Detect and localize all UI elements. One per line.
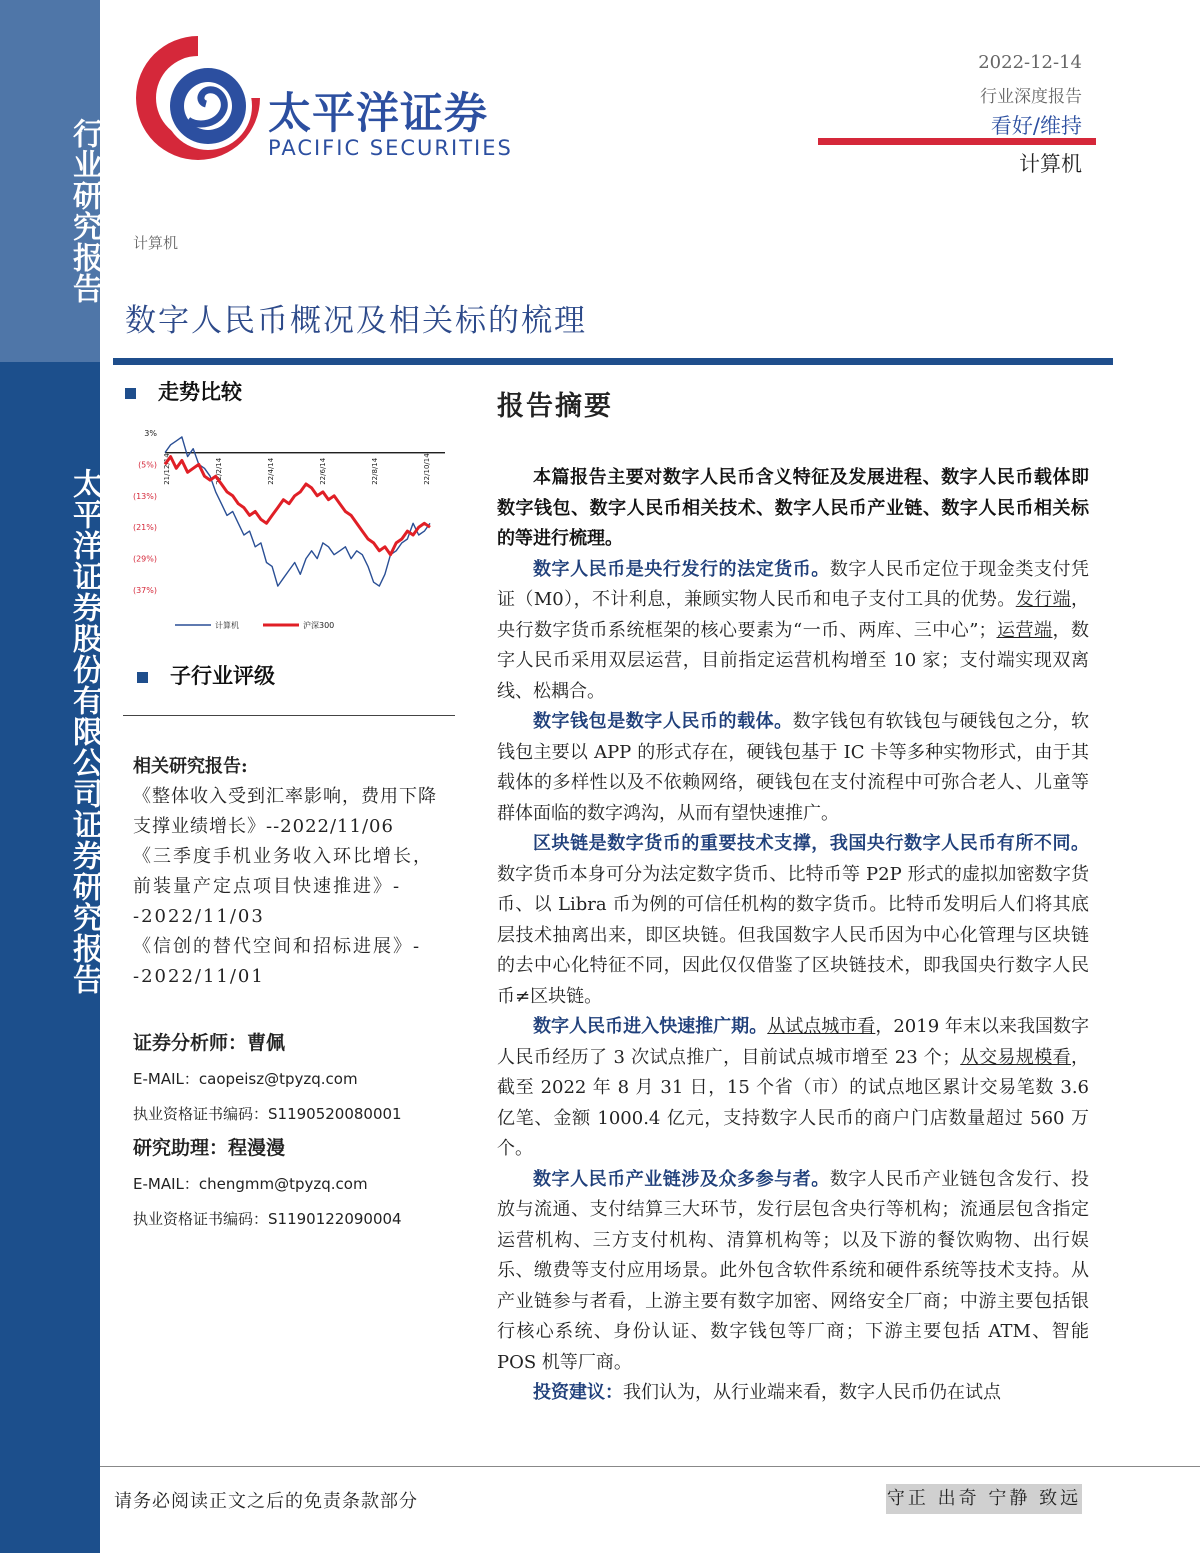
related-report-2[interactable]: 《三季度手机业务收入环比增长，前装量产定点项目快速推进》--2022/11/03 — [133, 846, 433, 927]
x-tick-label: 22/2/14 — [215, 457, 223, 485]
sidebar-bottom-text: 太平洋证券股份有限公司证券研究报告 — [67, 468, 102, 995]
chart-lines — [165, 437, 430, 586]
trend-heading-text: 走势比较 — [158, 379, 242, 404]
para-lead: 数字人民币进入快速推广期。 — [533, 1016, 768, 1037]
report-type: 行业深度报告 — [980, 87, 1082, 107]
related-report-1[interactable]: 《整体收入受到汇率影响，费用下降支撑业绩增长》--2022/11/06 — [133, 786, 437, 837]
para-text: 我们认为，从行业端来看，数字人民币仍在试点 — [623, 1382, 1001, 1403]
y-tick-label: (13%) — [132, 491, 157, 501]
abstract-para-industry-chain — [497, 1165, 1089, 1379]
legend-label: 沪深300 — [303, 621, 335, 630]
title-divider — [113, 358, 1113, 365]
rating: 看好/维持 — [990, 114, 1082, 138]
para-text: ，央行数字货币系统框架的核心要素为“一币、两库、三中心”； — [497, 589, 1090, 641]
para-text: 数字货币本身可分为法定数字货币、比特币等 P2P 形式的虚拟加密数字货币、以 Libra 币为例的可信任机构的数字货币。比特币发明后人们将其底层技术抽离出来，即区块链。但我国数字人民币因为中心化管理与区块链的去中心化特征不同，因此仅仅借鉴了区块链技术，即我国央行数字人民币≠区块链。 — [497, 863, 1089, 1007]
square-bullet-icon — [137, 672, 148, 683]
para-lead: 投资建议： — [533, 1382, 623, 1403]
y-tick-label: 3% — [144, 429, 157, 438]
red-divider — [818, 138, 1096, 145]
series-line-computer — [165, 437, 430, 586]
assistant-name: 研究助理：程漫漫 — [133, 1137, 286, 1159]
industry-label: 计算机 — [1019, 152, 1082, 176]
para-text: ，数字人民币采用双层运营，目前指定运营机构增至 10 家；支付端实现双离线、松耦合。 — [497, 619, 1090, 702]
disclaimer-note: 请务必阅读正文之后的免责条款部分 — [114, 1491, 418, 1512]
footer-divider — [100, 1466, 1200, 1467]
para-text: ，2019 年末以来我国数字人民币经历了 3 次试点推广，目前试点城市增至 23 个； — [497, 1016, 1090, 1068]
assistant-cert: 执业资格证书编码：S1190122090004 — [133, 1210, 402, 1228]
y-tick-label: (37%) — [132, 586, 157, 595]
analyst-email[interactable]: E-MAIL：caopeisz@tpyzq.com — [133, 1070, 358, 1088]
report-date: 2022-12-14 — [978, 52, 1082, 73]
para-lead: 数字人民币产业链涉及众多参与者。 — [533, 1168, 830, 1190]
abstract-intro — [497, 463, 1089, 555]
series-line-hs300 — [165, 457, 430, 555]
trend-heading — [125, 376, 242, 406]
analyst-name: 证券分析师：曹佩 — [133, 1032, 286, 1054]
related-report-3[interactable]: 《信创的替代空间和招标进展》--2022/11/01 — [133, 936, 422, 987]
abstract-body — [497, 463, 1089, 1409]
analyst-cert: 执业资格证书编码：S1190520080001 — [133, 1105, 402, 1123]
pacific-securities-logo — [128, 28, 268, 168]
abstract-para-rollout — [497, 1012, 1089, 1165]
y-tick-label: (29%) — [132, 554, 157, 564]
logo-english-text: PACIFIC SECURITIES — [268, 136, 513, 160]
para-text: ，截至 2022 年 8 月 31 日，15 个省（市）的试点地区累计交易笔数 3.6 亿笔、金额 1000.4 亿元，支持数字人民币的商户门店数量超过 560 万个。 — [497, 1046, 1089, 1159]
abstract-para-blockchain — [497, 829, 1089, 1012]
page-title: 数字人民币概况及相关标的梳理 — [125, 303, 587, 339]
logo-chinese-text: 太平洋证券 — [268, 89, 488, 139]
abstract-para-legal-tender — [497, 555, 1089, 708]
abstract-intro-text: 本篇报告主要对数字人民币含义特征及发展进程、数字人民币载体即数字钱包、数字人民币相关技术、数字人民币产业链、数字人民币相关标的等进行梳理。 — [497, 467, 1089, 549]
legend-label: 计算机 — [215, 621, 239, 630]
x-tick-label: 22/8/14 — [371, 457, 379, 485]
company-motto: 守正 出奇 宁静 致远 — [886, 1484, 1082, 1514]
para-underline: 从交易规模看 — [960, 1046, 1071, 1068]
y-tick-label: (5%) — [138, 460, 157, 470]
abstract-para-wallet — [497, 707, 1089, 829]
para-lead: 数字钱包是数字人民币的载体。 — [533, 711, 793, 732]
para-lead: 区块链是数字货币的重要技术支撑，我国央行数字人民币有所不同。 — [533, 833, 1089, 854]
sub-rating-heading — [137, 660, 275, 690]
left-divider — [123, 715, 455, 716]
sub-rating-heading-text: 子行业评级 — [170, 663, 275, 688]
para-text: 数字人民币定位于现金类支付凭证（M0），不计利息，兼顾实物人民币和电子支付工具的优势。 — [497, 558, 1089, 610]
para-text: 数字人民币产业链包含发行、投放与流通、支付结算三大环节，发行层包含央行等机构；流通层包含指定运营机构、三方支付机构、清算机构等；以及下游的餐饮购物、出行娱乐、缴费等支付应用场景。此外包含软件系统和硬件系统等技术支持。从产业链参与者看，上游主要有数字加密、网络安全厂商；中游主要包括银行核心系统、身份认证、数字钱包等厂商；下游主要包括 ATM、智能 POS 机等厂商。 — [497, 1168, 1089, 1373]
abstract-para-investment — [497, 1378, 1089, 1409]
para-underline: 运营端 — [996, 619, 1053, 641]
x-tick-label: 22/10/14 — [423, 453, 431, 485]
para-underline: 从试点城市看 — [767, 1016, 876, 1037]
chart-legend — [175, 620, 334, 630]
industry-small-label: 计算机 — [133, 234, 179, 252]
related-reports-heading: 相关研究报告: — [133, 756, 248, 777]
square-bullet-icon — [125, 388, 136, 399]
x-tick-label: 21/12/14 — [163, 453, 171, 485]
para-text: 数字钱包有软钱包与硬钱包之分，软钱包主要以 APP 的形式存在，硬钱包基于 IC 卡等多种实物形式，由于其载体的多样性以及不依赖网络，硬钱包在支付流程中可弥合老人、儿童等群体面临的数字鸿沟，从而有望快速推广。 — [497, 711, 1090, 824]
x-tick-label: 22/6/14 — [319, 457, 327, 485]
para-underline: 发行端 — [1015, 589, 1072, 610]
abstract-title: 报告摘要 — [497, 391, 613, 422]
y-tick-label: (21%) — [132, 523, 157, 533]
x-tick-label: 22/4/14 — [267, 457, 275, 485]
sidebar-top-text: 行业研究报告 — [67, 118, 102, 304]
trend-chart — [125, 425, 455, 635]
assistant-email[interactable]: E-MAIL：chengmm@tpyzq.com — [133, 1175, 368, 1193]
para-lead: 数字人民币是央行发行的法定货币。 — [533, 558, 830, 580]
